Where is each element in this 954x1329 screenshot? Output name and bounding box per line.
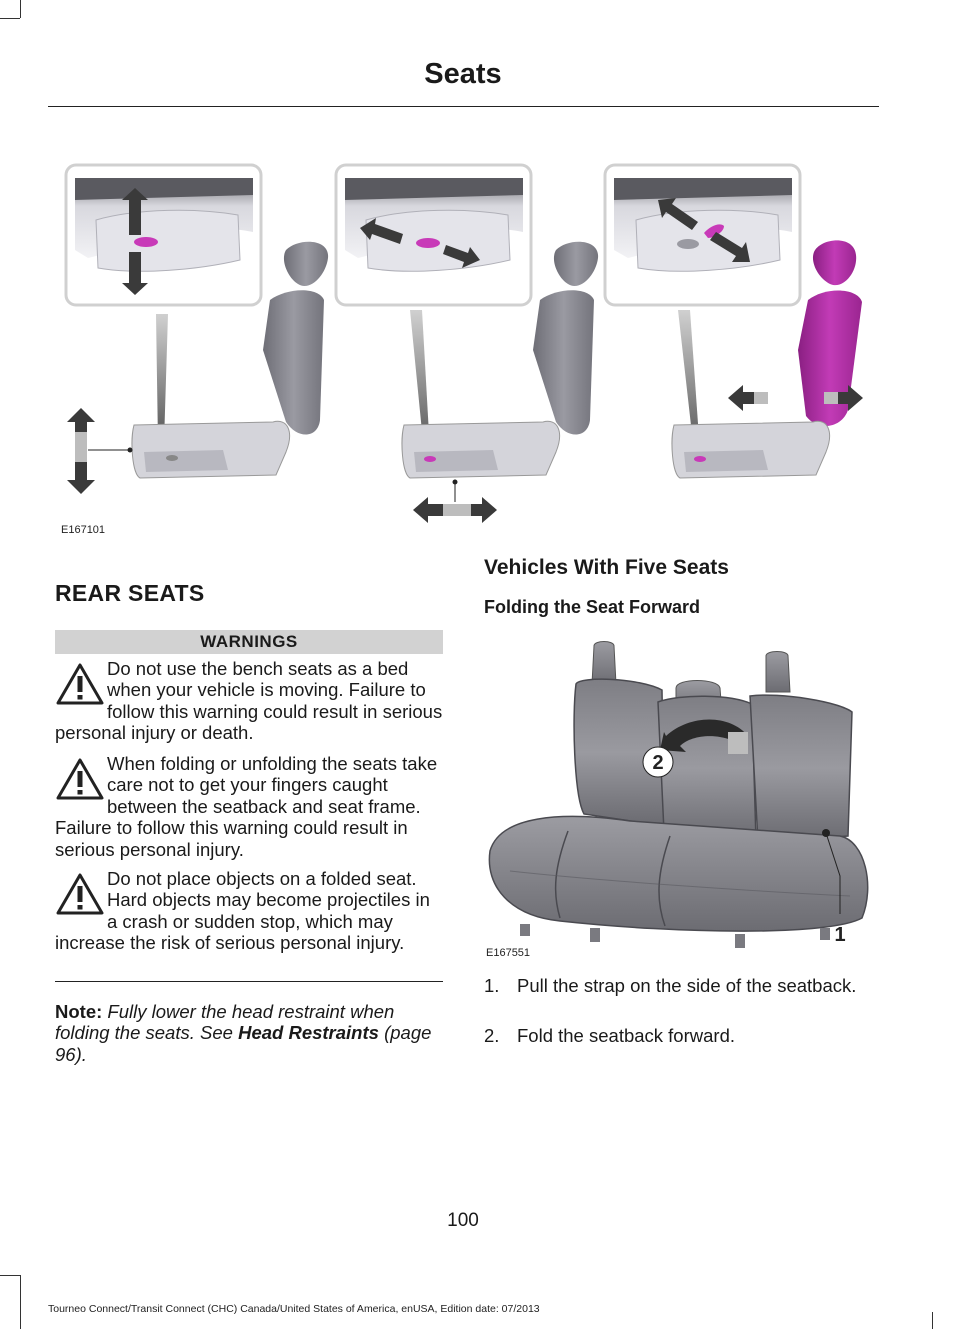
warnings-header: WARNINGS [55,630,443,654]
seat-adjustment-illustration [48,160,878,530]
crop-mark [932,1312,933,1329]
seat-recline-panel [605,165,863,478]
callout-2: 2 [652,752,664,774]
step-number: 2. [484,1025,500,1046]
crop-mark [0,18,20,19]
warning-triangle-icon [55,757,105,805]
section-heading: REAR SEATS [55,580,205,606]
step-text: Pull the strap on the side of the seatback. [517,975,857,996]
note-see: See [200,1022,233,1044]
warning-text: Do not use the bench seats as a bed when your vehicle is moving. Failure to follow this warning could result in serious personal injury or death. [55,658,443,744]
note-label: Note: [55,1001,103,1022]
warning-block [55,658,445,744]
figure-id: E167101 [61,524,106,536]
rear-bench-illustration [480,636,870,961]
rear-bench-graphic [480,636,870,961]
seat-height-panel [66,165,328,494]
five-seats-heading: Vehicles With Five Seats [484,556,729,579]
seat-adjustment-graphic [48,160,878,530]
crop-mark [0,1275,20,1276]
crop-mark [20,1275,21,1329]
warnings-divider [55,981,443,982]
step-item [484,1025,874,1046]
note-text: Fully lower the head restraint when folding the seats. [55,1001,395,1044]
folding-subheading: Folding the Seat Forward [484,597,701,617]
figure-id: E167551 [486,947,531,959]
step-item [484,975,874,996]
footer-text: Tourneo Connect/Transit Connect (CHC) Canada/United States of America, enUSA, Edition date: 07/2013 [48,1303,540,1315]
warning-block [55,753,445,860]
callout-1: 1 [834,924,846,946]
page-number: 100 [447,1210,479,1231]
warning-text: Do not place objects on a folded seat. Hard objects may become projectiles in a crash or sudden stop, which may increase the risk of serious personal injury. [55,868,430,954]
note-paragraph [55,1001,447,1065]
warning-block [55,868,445,954]
crop-mark [20,0,21,18]
page-title: Seats [424,58,502,90]
warning-triangle-icon [55,872,105,920]
head-restraints-link[interactable]: Head Restraints [238,1022,379,1044]
seat-slide-panel [336,165,598,523]
step-number: 1. [484,975,500,996]
step-text: Fold the seatback forward. [517,1025,735,1046]
header-rule [48,106,879,107]
warning-text: When folding or unfolding the seats take care not to get your fingers caught between the seatback and seat frame. Failure to follow this warning could result in serious personal injury. [55,753,438,860]
warning-triangle-icon [55,662,105,710]
note-page-ref: (page 96). [55,1022,432,1065]
